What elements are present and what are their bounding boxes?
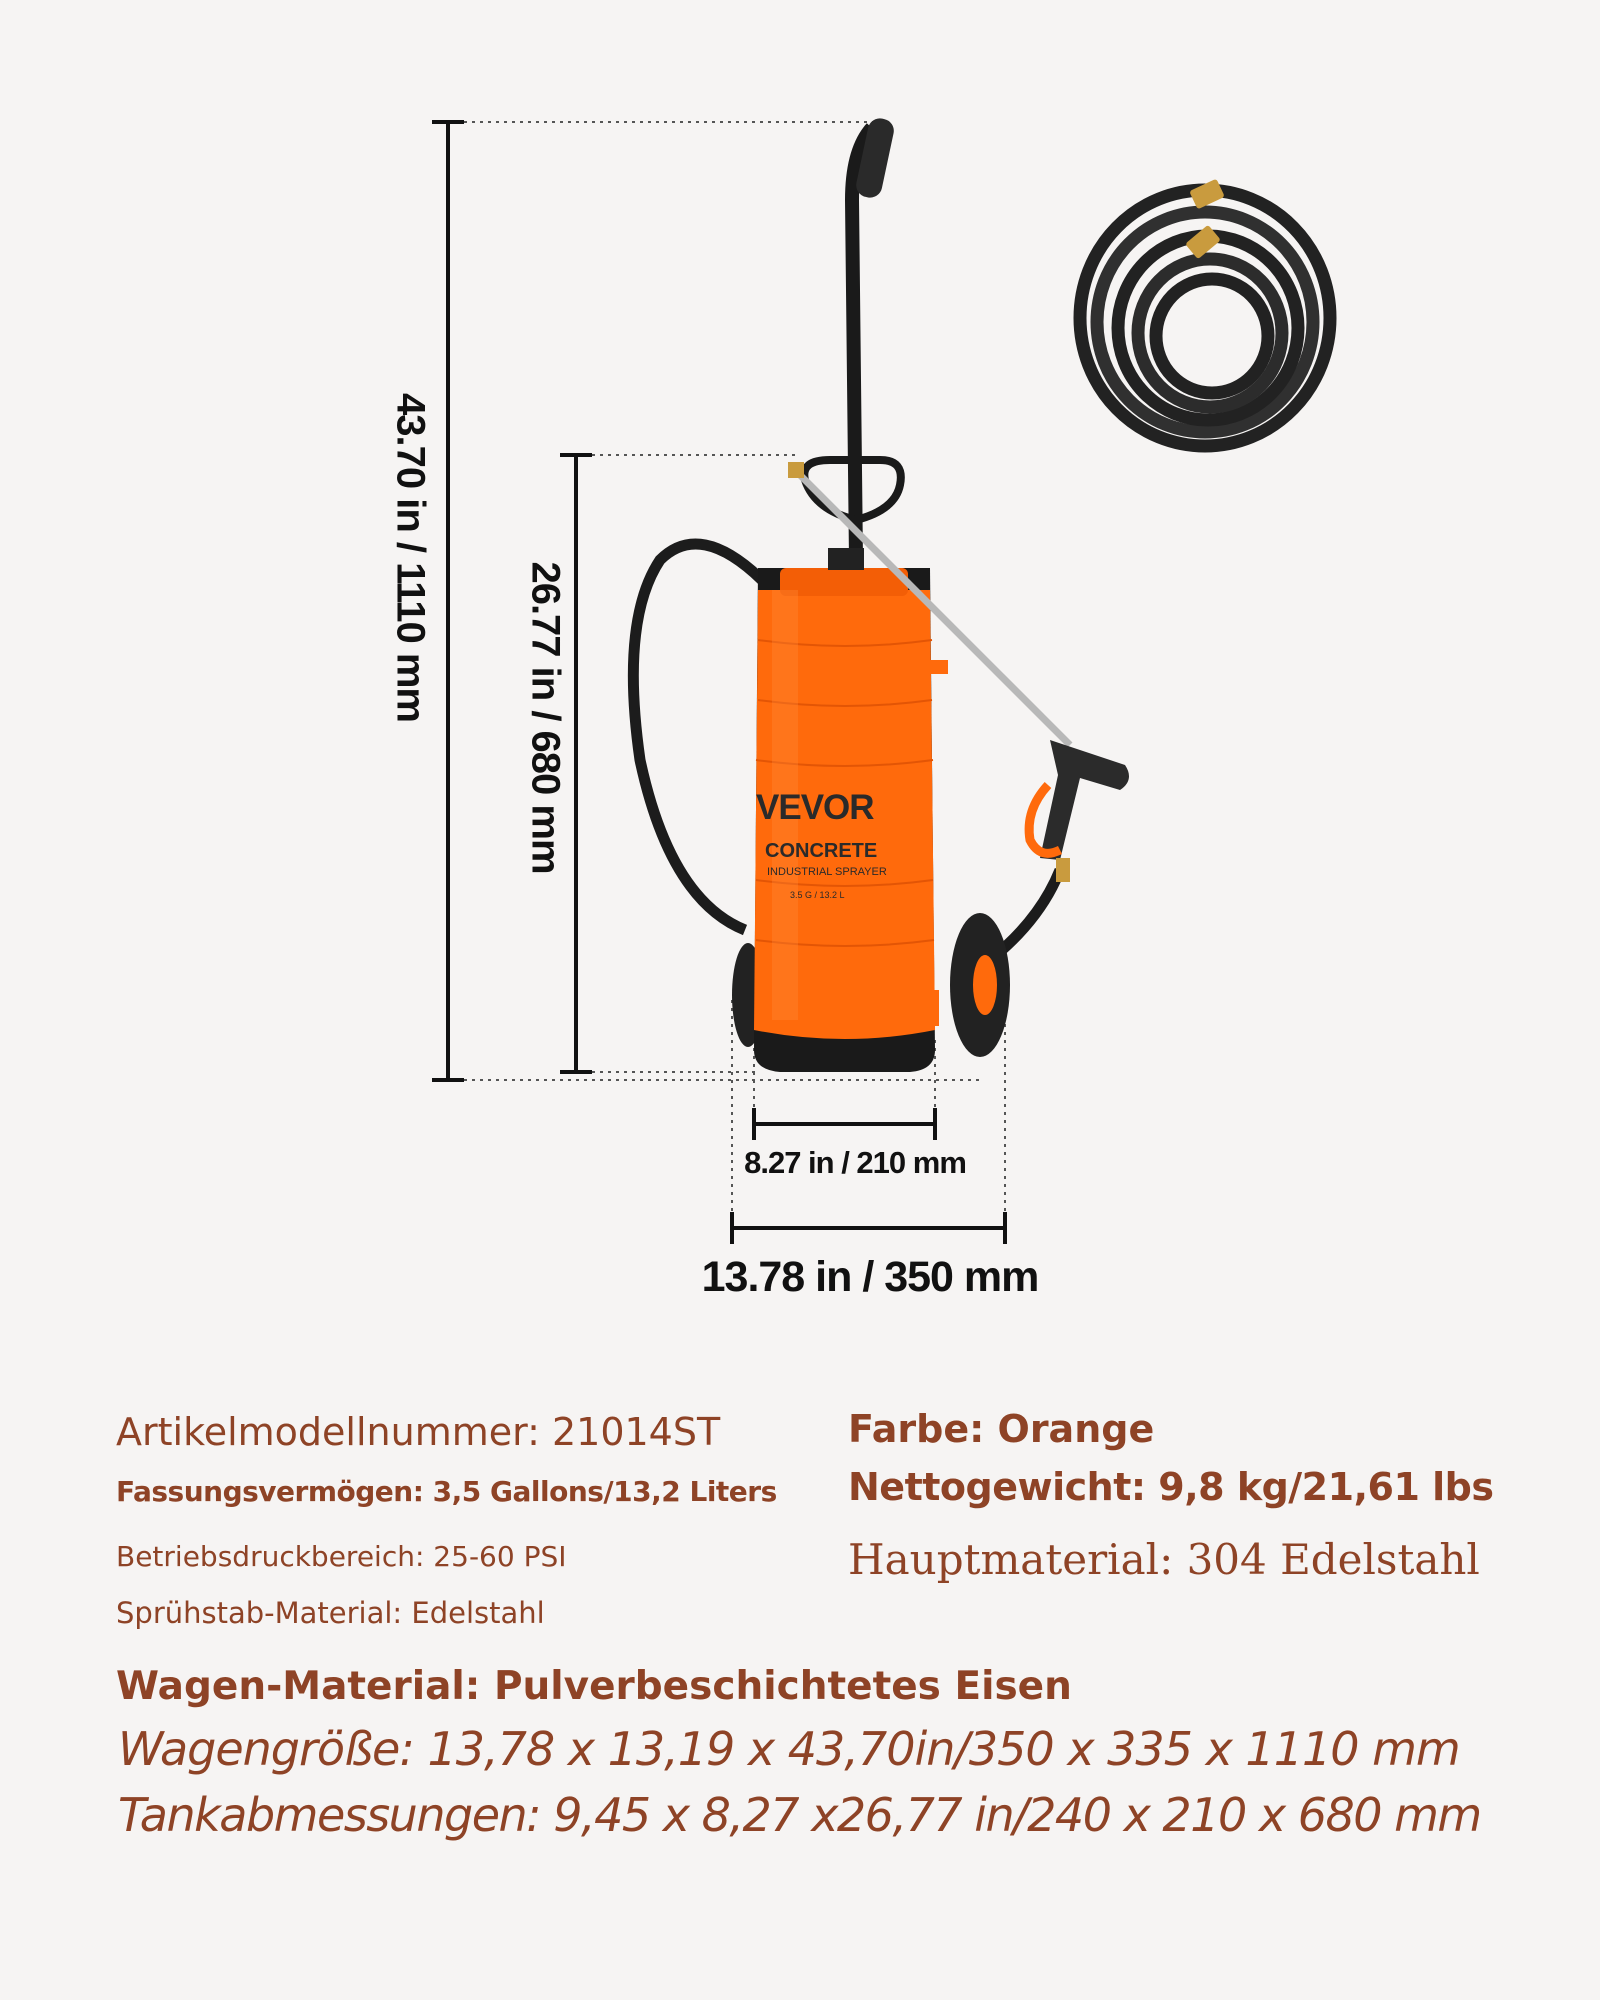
spec-wand-material: Sprühstab-Material: Edelstahl	[116, 1596, 545, 1630]
dimension-height-total: 43.70 in / 1110 mm	[388, 393, 433, 722]
tank-label-line2: INDUSTRIAL SPRAYER	[767, 866, 887, 878]
tank-label-capacity: 3.5 G / 13.2 L	[790, 890, 845, 900]
brand-logo: VEVOR	[756, 788, 874, 827]
tank-label-line1: CONCRETE	[765, 840, 878, 862]
spec-color: Farbe: Orange	[848, 1407, 1155, 1451]
spec-cart-material: Wagen-Material: Pulverbeschichtetes Eisen	[116, 1664, 1072, 1709]
spec-main-material: Hauptmaterial: 304 Edelstahl	[848, 1535, 1480, 1584]
spec-model-number: Artikelmodellnummer: 21014ST	[116, 1410, 721, 1454]
spec-cart-size: Wagengröße: 13,78 x 13,19 x 43,70in/350 x 335 x 1110 mm	[118, 1722, 1460, 1776]
dimension-width-cart: 13.78 in / 350 mm	[701, 1253, 1039, 1301]
spec-tank-size: Tankabmessungen: 9,45 x 8,27 x26,77 in/240 x 210 x 680 mm	[118, 1788, 1481, 1842]
spec-net-weight: Nettogewicht: 9,8 kg/21,61 lbs	[848, 1465, 1494, 1509]
hose	[633, 544, 762, 930]
spec-pressure-range: Betriebsdruckbereich: 25-60 PSI	[116, 1540, 567, 1573]
dimension-width-tank: 8.27 in / 210 mm	[744, 1145, 966, 1180]
spec-capacity: Fassungsvermögen: 3,5 Gallons/13,2 Liters	[116, 1475, 777, 1508]
dimension-height-tank: 26.77 in / 680 mm	[523, 561, 568, 874]
